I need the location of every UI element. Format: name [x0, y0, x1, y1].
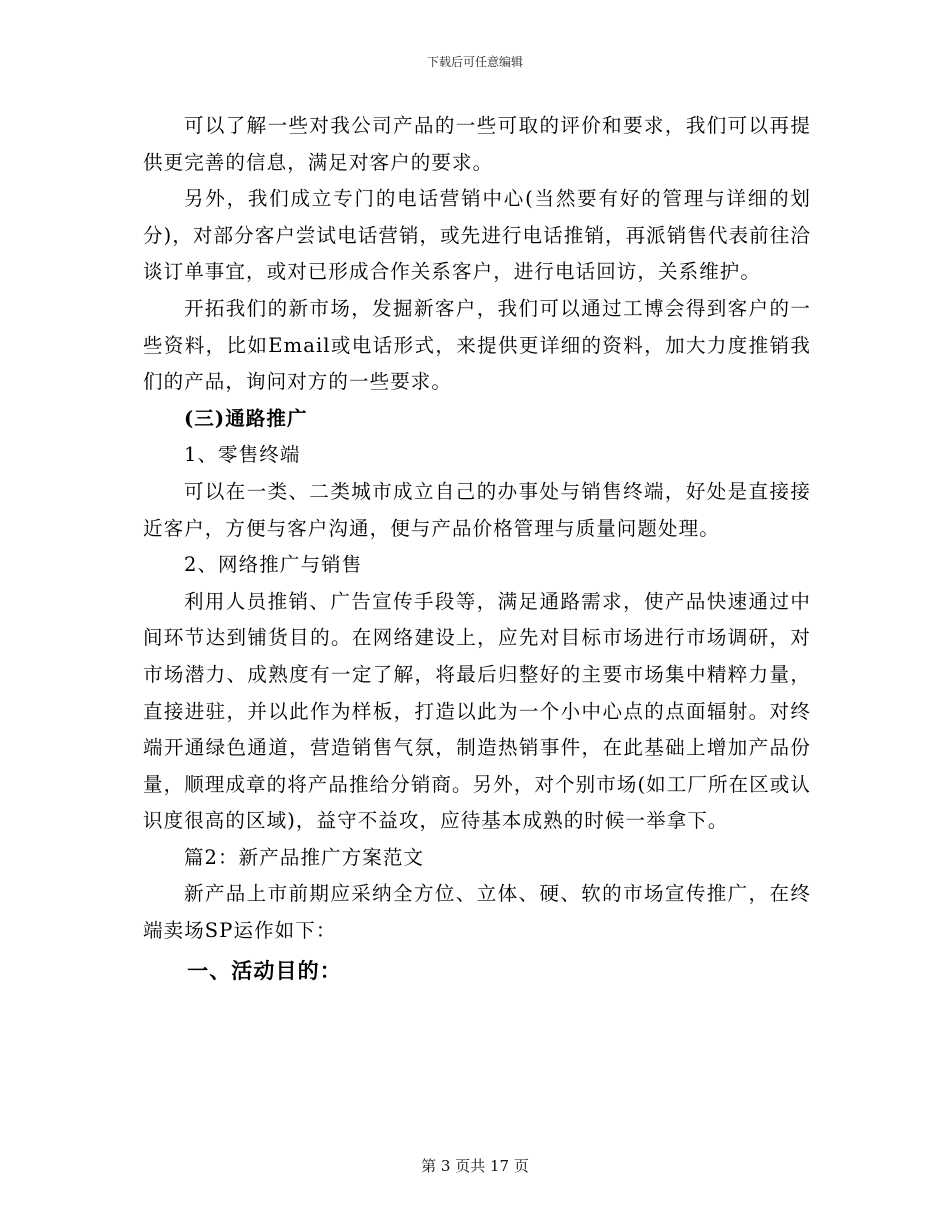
subheading-retail-terminal: 1、零售终端: [183, 443, 301, 467]
paragraph-retail-terminal: 可以在一类、二类城市成立自己的办事处与销售终端，好处是直接接近客户，方便与客户沟通，便与产品价格管理与质量问题处理。: [143, 479, 811, 540]
document-body: [143, 108, 811, 992]
paragraph-new-market: 开拓我们的新市场，发掘新客户，我们可以通过工博会得到客户的一些资料，比如Email或电话形式，来提供更详细的资料，加大力度推销我们的产品，询问对方的一些要求。: [143, 296, 811, 394]
paragraph-new-product-launch: 新产品上市前期应采纳全方位、立体、硬、软的市场宣传推广，在终端卖场SP运作如下：: [143, 882, 811, 943]
paragraph-telemarketing: 另外，我们成立专门的电话营销中心(当然要有好的管理与详细的划分)，对部分客户尝试电话营销，或先进行电话推销，再派销售代表前往洽谈订单事宜，或对已形成合作关系客户，进行电话回访，关系维护。: [143, 187, 811, 284]
heading-channel-promotion: (三)通路推广: [183, 406, 308, 430]
heading-activity-purpose: 一、活动目的：: [187, 957, 342, 983]
section-title-article-2: 篇2：新产品推广方案范文: [183, 845, 425, 869]
subheading-network-promotion: 2、网络推广与销售: [183, 553, 363, 577]
page-header: 下载后可任意编辑: [426, 55, 523, 69]
paragraph-customer-feedback: 可以了解一些对我公司产品的一些可取的评价和要求，我们可以再提供更完善的信息，满足对客户的要求。: [143, 114, 811, 174]
paragraph-network-promotion: 利用人员推销、广告宣传手段等，满足通路需求，使产品快速通过中间环节达到铺货目的。在网络建设上，应先对目标市场进行市场调研，对市场潜力、成熟度有一定了解，将最后归整好的主要市场集中精粹力量，直接进驻，并以此作为样板，打造以此为一个小中心点的点面辐射。对终端开通绿色通道，营造销售气氛，制造热销事件，在此基础上增加产品份量，顺理成章的将产品推给分销商。另外，对个别市场(如工厂所在区或认识度很高的区域)，益守不益攻，应待基本成熟的时候一举拿下。: [143, 589, 811, 833]
page-footer: 第 3 页共 17 页: [421, 1157, 529, 1175]
